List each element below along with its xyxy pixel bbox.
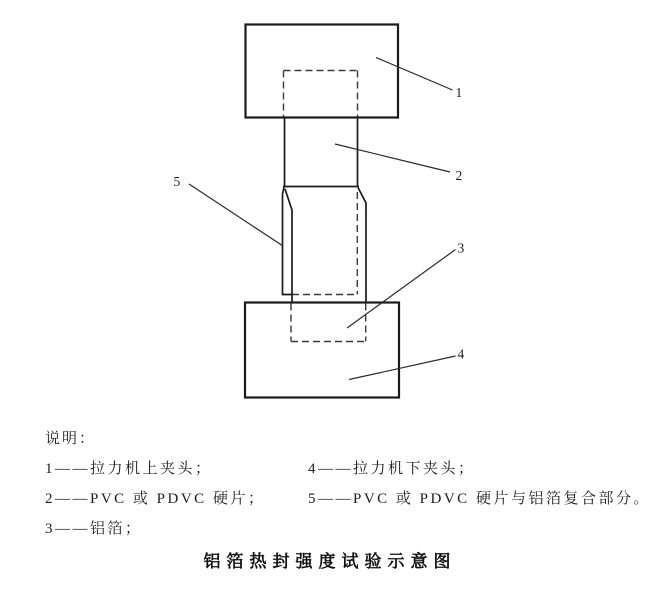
legend	[45, 424, 651, 544]
legend-row	[45, 484, 651, 514]
legend-item-2: 2——PVC 或 PDVC 硬片；	[45, 491, 266, 507]
legend-row	[45, 454, 645, 484]
pvc-strip-hidden-in-top-clamp-dashed	[284, 71, 358, 117]
leader-line-3	[347, 250, 456, 329]
legend-item-1: 1——拉力机上夹头；	[45, 461, 213, 477]
leader-line-2	[335, 144, 450, 172]
callout-label-4: 4	[457, 346, 465, 362]
legend-item-3: 3——铝箔；	[45, 521, 143, 537]
legend-item-5: 5——PVC 或 PDVC 硬片与铝箔复合部分。	[308, 491, 651, 507]
pvc-strip-outline	[285, 118, 358, 187]
leader-line-1	[376, 58, 453, 91]
leader-line-5	[189, 184, 283, 246]
legend-item-4: 4——拉力机下夹头；	[308, 461, 476, 477]
callout-label-3: 3	[457, 240, 465, 256]
callout-label-1: 1	[455, 85, 463, 100]
legend-row	[45, 514, 645, 544]
legend-heading: 说明：	[45, 431, 97, 447]
callout-label-2: 2	[455, 168, 463, 183]
composite-part-outline	[283, 187, 367, 303]
figure-caption: 铝箔热封强度试验示意图	[203, 552, 457, 571]
callout-label-5: 5	[173, 174, 181, 189]
bottom-clamp-rect	[245, 303, 399, 398]
foil-hidden-edge-dashed	[292, 192, 357, 295]
leader-line-4	[349, 356, 456, 380]
